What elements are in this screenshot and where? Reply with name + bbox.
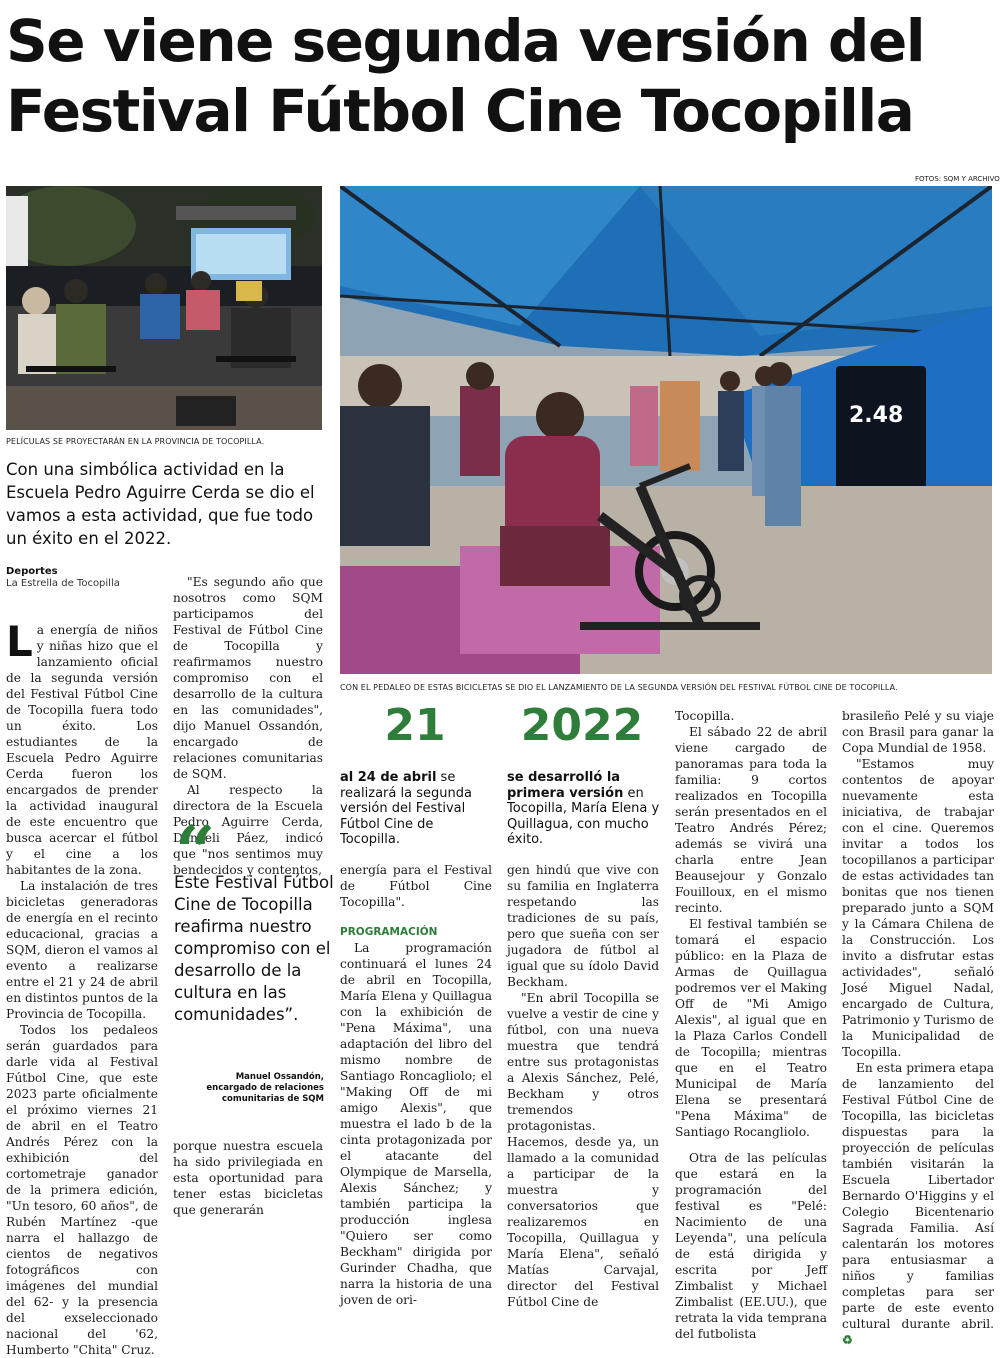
col2-paragraph-1: "Es segundo año que nosotros como SQM participamos del Festival de Fútbol Cine de Tocopilla y reafirmamos nuestro compromiso con el desarrollo de la cultura en las comunidades", dijo Manuel Ossandón, encargado de relaciones comunitarias de SQM. xyxy=(173,575,323,781)
drop-cap: L xyxy=(6,617,33,666)
col4-paragraph-1: gen hindú que vive con su familia en Inglaterra respetando las tradiciones de su país, pero que sueña con ser jugadora de fútbol al igual que su ídolo David Beckham. xyxy=(507,863,659,989)
photo-credit: FOTOS: SQM Y ARCHIVO xyxy=(915,175,1000,183)
programacion-subhead: PROGRAMACIÓN xyxy=(340,926,438,938)
fact-2022-bold: se desarrolló la primera versión xyxy=(507,770,624,801)
lead-paragraph: Con una simbólica actividad en la Escuela Pedro Aguirre Cerda se dio el vamos a esta actividad, que fue todo un éxito en el 2022. xyxy=(6,460,315,548)
col1-paragraph-1: a energía de niños y niñas hizo que el lanzamiento oficial de la segunda versión del Festival Fútbol Cine de Tocopilla fuera todo un éxito. Los estudiantes de la Escuela Pedro Aguirre Cerda fueron los encargados de prender la actividad inaugural de este encuentro que busca acercar el fútbol y el cine a los habitantes de la zona. xyxy=(6,623,158,877)
article-column-3 xyxy=(340,862,492,1308)
headline: Se viene segunda versión del Festival Fútbol Cine Tocopilla xyxy=(6,7,925,145)
fact-21-rest: se realizará la segunda versión del Festival Fútbol Cine de Tocopilla. xyxy=(340,770,472,847)
article-column-1 xyxy=(6,617,158,1358)
quote-author-role: encargado de relaciones comunitarias de SQM xyxy=(206,1083,324,1104)
fact-description-2022 xyxy=(507,770,662,848)
article-column-5 xyxy=(675,708,827,1342)
col3-paragraph-1: energía para el Festival de Fútbol Cine Tocopilla". xyxy=(340,863,492,909)
col6-paragraph-1: "Estamos muy contentos de apoyar nuevamente esta iniciativa, de trabajar con el cine. Queremos invitar a todos los tocopillanos a participar de estas actividades tan bonitas que nos tienen preparado junto a SQM y la Cámara Chilena de la Construcción. Los invito a disfrutar estas actividades", señaló José Miguel Nadal, encargado de Cultura, Patrimonio y Turismo de la Municipalidad de Tocopilla. xyxy=(842,757,994,1059)
recycle-icon: ♻ xyxy=(842,1333,853,1347)
col2-paragraph-2: Al respecto la directora de la Escuela Pedro Aguirre Cerda, Danyeli Páez, indicó que "nos sentimos muy bendecidos y contentos, xyxy=(173,783,323,877)
fact-description-21 xyxy=(340,770,492,848)
col5-paragraph-1: El sábado 22 de abril viene cargado de panoramas para toda la familia: 9 cortos realizados en Tocopilla serán presentados en el Teatro Andrés Pérez; además se vivirá una charla entre Jean Beausejour y Gonzalo Fouilloux, en el mismo recinto. xyxy=(675,725,827,915)
source-label: La Estrella de Tocopilla xyxy=(6,578,120,589)
article-column-4 xyxy=(507,862,659,1310)
photo-bicycles-tent xyxy=(340,186,992,674)
fact-number-2022: 2022 xyxy=(520,700,644,751)
col4-paragraph-2: "En abril Tocopilla se vuelve a vestir de cine y fútbol, con una nueva muestra que tendrá entre sus protagonistas a Alexis Sánchez, Pelé, Beckham y otros tremendos protagonistas. Hacemos, desde ya, un llamado a la comunidad a participar de la muestra y conversatorios que realizaremos en Tocopilla, Quillagua y María Elena", señaló Matías Carvajal, director del Festival Fútbol Cine de xyxy=(507,991,659,1309)
col6-paragraph-2 xyxy=(842,1060,994,1348)
article-column-6 xyxy=(842,708,994,1348)
quote-mark-icon: “ xyxy=(175,810,216,893)
caption-big-photo: CON EL PEDALEO DE ESTAS BICICLETAS SE DIO EL LANZAMIENTO DE LA SEGUNDA VERSIÓN DEL FESTIVAL FÚTBOL CINE DE TOCOPILLA. xyxy=(340,683,898,692)
col1-paragraph-3: Todos los pedaleos serán guardados para darle vida al Festival Fútbol Cine, que este 2023 parte oficialmente el próximo viernes 21 de abril en el Teatro Andrés Pérez con la exhibición del cortometraje ganador de la primera edición, "Un tesoro, 60 años", de Rubén Martínez -que narra el hallazgo de cientos de negativos fotográficos con imágenes del mundial del 62- y la presencia del exseleccionado nacional del '62, Humberto "Chita" Cruz. xyxy=(6,1023,158,1357)
col2-bottom xyxy=(173,1138,323,1218)
fact-number-21: 21 xyxy=(384,700,446,751)
photo-outdoor-cinema xyxy=(6,186,322,430)
quote-author xyxy=(180,1072,324,1105)
pull-quote: Este Festival Fútbol Cine de Tocopilla reafirma nuestro compromiso con el desarrollo de la cultura en las comunidades”. xyxy=(174,873,334,1024)
col5-paragraph-0: Tocopilla. xyxy=(675,709,735,723)
col1-paragraph-2: La instalación de tres bicicletas generadoras de energía en el recinto educacional, gracias a SQM, dieron el vamos al evento a realizarse entre el 21 y 24 de abril en distintos puntos de la Provincia de Tocopilla. xyxy=(6,879,158,1021)
col5-paragraph-3: Otra de las películas que estará en la programación del festival es "Pelé: Nacimiento de una Leyenda", una película de está dirigida y escrita por Jeff Zimbalist y Michael Zimbalist (EE.UU.), que retrata la vida temprana del futbolista xyxy=(675,1151,827,1341)
screen-number: 2.48 xyxy=(849,403,904,428)
col2-bottom-paragraph: porque nuestra escuela ha sido privilegiada en esta oportunidad para tener estas bicicletas que generarán xyxy=(173,1139,323,1217)
col5-paragraph-2: El festival también se tomará el espacio público: en la Plaza de Armas de Quillagua podremos ver el Making Off de "Mi Amigo Alexis", al igual que en la Plaza Carlos Condell de Tocopilla; mientras que en el Teatro Municipal de María Elena se presentará "Pena Máxima" de Santiago Rocangliolo. xyxy=(675,917,827,1139)
col3-paragraph-2: La programación continuará el lunes 24 de abril en Tocopilla, María Elena y Quillagua con la exhibición de "Pena Máxima", una adaptación del libro del mismo nombre de Santiago Roncagliolo; el "Making Off de mi amigo Alexis", que muestra el lado b de la cinta protagonizada por el atacante del Olympique de Marsella, Alexis Sánchez; y también participa la producción inglesa "Quiero ser como Beckham" dirigida por Gurinder Chadha, que narra la historia de una joven de ori- xyxy=(340,941,492,1307)
fact-2022-rest: en Tocopilla, María Elena y Quillagua, con mucho éxito. xyxy=(507,785,660,847)
quote-author-name: Manuel Ossandón, xyxy=(235,1072,324,1082)
col6-paragraph-2-text: En esta primera etapa de lanzamiento del Festival Fútbol Cine de Tocopilla, las bicicletas dispuestas para la proyección de películas también visitarán la Escuela Libertador Bernardo O'Higgins y el Colegio Bicentenario Sagrada Familia. Así calentarán los motores para entusiasmar a niños y familias completas para ser parte de este evento cultural durante abril. xyxy=(842,1061,994,1331)
caption-small-photo: PELÍCULAS SE PROYECTARÁN EN LA PROVINCIA DE TOCOPILLA. xyxy=(6,437,265,446)
col6-paragraph-0: brasileño Pelé y su viaje con Brasil para ganar la Copa Mundial de 1958. xyxy=(842,709,994,755)
section-label: Deportes xyxy=(6,566,58,577)
fact-21-bold: al 24 de abril xyxy=(340,770,437,785)
